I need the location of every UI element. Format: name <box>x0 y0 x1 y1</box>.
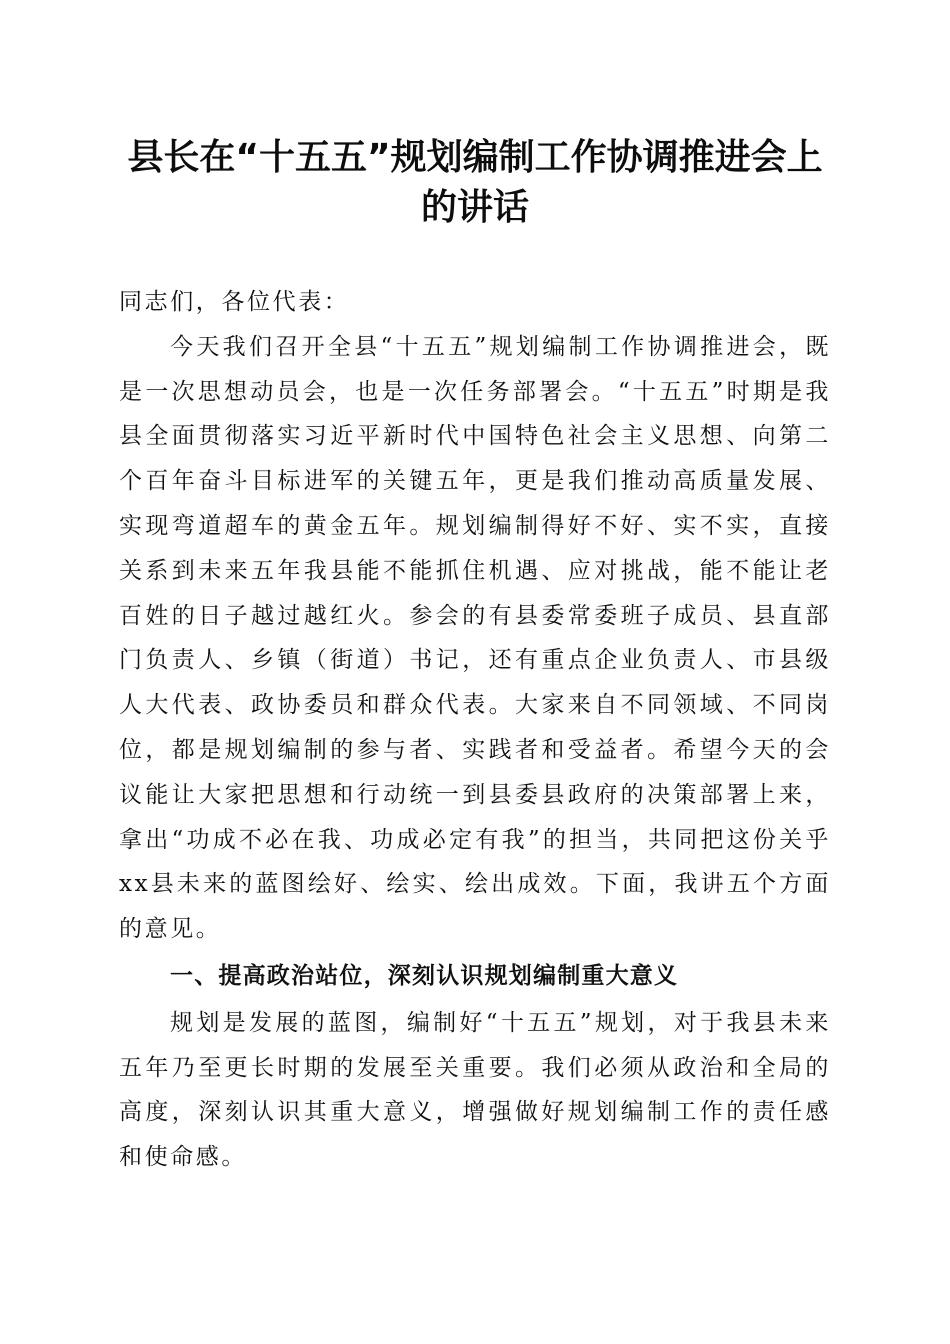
paragraph-section-1: 规划是发展的蓝图，编制好“十五五”规划，对于我县未来五年乃至更长时期的发展至关重要。我们必须从政治和全局的高度，深刻认识其重大意义，增强做好规划编制工作的责任感和使命感。 <box>119 1009 831 1171</box>
salutation: 同志们，各位代表： <box>119 289 350 315</box>
document-title <box>110 133 840 233</box>
section-heading-1: 一、提高政治站位，深刻认识规划编制重大意义 <box>170 962 679 989</box>
title-line-1: 县长在“十五五”规划编制工作协调推进会上 <box>127 137 823 178</box>
document-body <box>119 280 831 1180</box>
paragraph-intro: 今天我们召开全县“十五五”规划编制工作协调推进会，既是一次思想动员会，也是一次任务部署会。“十五五”时期是我县全面贯彻落实习近平新时代中国特色社会主义思想、向第二个百年奋斗目标进军的关键五年，更是我们推动高质量发展、实现弯道超车的黄金五年。规划编制得好不好、实不实，直接关系到未来五年我县能不能抓住机遇、应对挑战，能不能让老百姓的日子越过越红火。参会的有县委常委班子成员、县直部门负责人、乡镇（街道）书记，还有重点企业负责人、市县级人大代表、政协委员和群众代表。大家来自不同领域、不同岗位，都是规划编制的参与者、实践者和受益者。希望今天的会议能让大家把思想和行动统一到县委县政府的决策部署上来，拿出“功成不必在我、功成必定有我”的担当，共同把这份关乎xx县未来的蓝图绘好、绘实、绘出成效。下面，我讲五个方面的意见。 <box>119 333 831 943</box>
title-line-2: 的讲话 <box>420 187 529 228</box>
